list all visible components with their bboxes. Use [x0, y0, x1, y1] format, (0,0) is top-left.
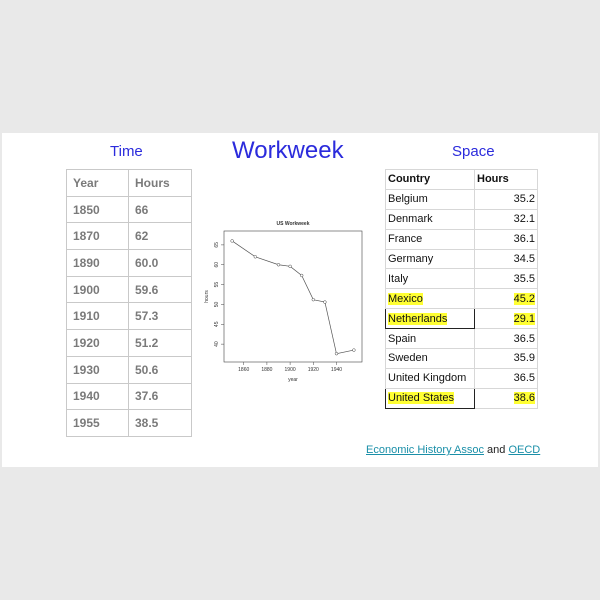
- table-row: [67, 276, 192, 303]
- series-line: [232, 241, 354, 354]
- country-name: United States: [388, 392, 455, 405]
- hours-value: 35.2: [513, 193, 535, 206]
- hours-value: 36.5: [513, 372, 535, 385]
- hours-value: 29.1: [513, 312, 535, 325]
- table-row: [386, 309, 538, 329]
- year-cell: 1850: [67, 196, 129, 223]
- x-tick-label: 1860: [238, 367, 250, 373]
- data-point: [335, 352, 338, 355]
- hours-cell: 66: [129, 196, 192, 223]
- time-table-header: [67, 170, 192, 197]
- y-axis-label: hours: [204, 290, 210, 303]
- hours-header: Hours: [475, 170, 538, 190]
- table-row: [67, 250, 192, 277]
- hours-cell: [475, 309, 538, 329]
- country-cell: [386, 329, 475, 349]
- slide-title: Workweek: [232, 137, 344, 164]
- data-point: [312, 298, 315, 301]
- table-row: [67, 410, 192, 437]
- hours-cell: 62: [129, 223, 192, 250]
- table-row: [386, 349, 538, 369]
- data-point: [254, 255, 257, 258]
- country-name: Mexico: [388, 292, 423, 305]
- table-row: [386, 209, 538, 229]
- data-point: [231, 240, 234, 243]
- table-row: [67, 223, 192, 250]
- country-name: Germany: [388, 253, 434, 265]
- hours-cell: 57.3: [129, 303, 192, 330]
- table-row: [386, 388, 538, 408]
- hours-cell: [475, 329, 538, 349]
- y-tick-label: 50: [214, 301, 220, 308]
- table-row: [386, 189, 538, 209]
- country-header: Country: [386, 170, 475, 190]
- hours-value: 32.1: [513, 213, 535, 226]
- country-name: Spain: [388, 332, 417, 345]
- data-point: [289, 265, 292, 268]
- country-cell: [386, 189, 475, 209]
- country-cell: [386, 229, 475, 249]
- us-workweek-chart: [198, 216, 370, 396]
- hours-value: 45.2: [513, 292, 535, 305]
- x-axis-label: year: [288, 377, 298, 383]
- hours-value: 38.6: [513, 392, 535, 405]
- hours-value: 35.9: [513, 352, 535, 365]
- time-heading: Time: [110, 143, 143, 160]
- year-cell: 1940: [67, 383, 129, 410]
- y-tick-label: 45: [214, 321, 220, 328]
- country-name: Belgium: [388, 193, 428, 206]
- hours-cell: [475, 229, 538, 249]
- hours-cell: [475, 209, 538, 229]
- space-table: [385, 169, 538, 409]
- hours-cell: [475, 289, 538, 309]
- space-table-header: [386, 170, 538, 190]
- y-tick-label: 65: [214, 242, 220, 248]
- table-row: [386, 269, 538, 289]
- country-cell: [386, 388, 475, 408]
- year-header: Year: [67, 170, 129, 197]
- x-tick-label: 1880: [261, 367, 273, 373]
- space-heading: Space: [452, 143, 495, 160]
- country-name: Netherlands: [388, 312, 448, 325]
- year-cell: 1930: [67, 356, 129, 383]
- data-point: [277, 263, 280, 266]
- plot-frame: [224, 231, 362, 362]
- time-table: [66, 169, 192, 437]
- year-cell: 1920: [67, 330, 129, 357]
- hours-header: Hours: [129, 170, 192, 197]
- x-tick-label: 1940: [330, 367, 343, 373]
- source-joiner: and: [483, 444, 509, 456]
- hours-value: 34.5: [513, 253, 535, 265]
- table-row: [386, 249, 538, 269]
- country-name: United Kingdom: [388, 372, 467, 385]
- slide: [2, 133, 598, 467]
- table-row: [67, 383, 192, 410]
- table-row: [386, 289, 538, 309]
- country-cell: [386, 309, 475, 329]
- hours-cell: 37.6: [129, 383, 192, 410]
- country-name: France: [388, 233, 423, 246]
- hours-cell: 50.6: [129, 356, 192, 383]
- country-cell: [386, 349, 475, 369]
- country-name: Denmark: [388, 213, 433, 226]
- year-cell: 1955: [67, 410, 129, 437]
- oecd-link[interactable]: OECD: [508, 444, 541, 456]
- table-row: [67, 330, 192, 357]
- hours-cell: 38.5: [129, 410, 192, 437]
- table-row: [67, 356, 192, 383]
- hours-cell: 60.0: [129, 250, 192, 277]
- country-cell: [386, 269, 475, 289]
- hours-value: 36.1: [513, 233, 535, 246]
- hours-value: 35.5: [513, 272, 535, 285]
- year-cell: 1870: [67, 223, 129, 250]
- hours-cell: 51.2: [129, 330, 192, 357]
- data-point: [352, 349, 355, 352]
- y-tick-label: 40: [214, 341, 220, 347]
- year-cell: 1900: [67, 276, 129, 303]
- country-cell: [386, 289, 475, 309]
- y-tick-label: 55: [214, 281, 220, 288]
- chart-title: US Workweek: [276, 221, 310, 227]
- hours-cell: 59.6: [129, 276, 192, 303]
- hours-cell: [475, 368, 538, 388]
- hours-value: 36.5: [513, 332, 535, 345]
- table-row: [67, 303, 192, 330]
- country-name: Sweden: [388, 352, 428, 365]
- x-tick-label: 1900: [284, 367, 296, 373]
- hours-cell: [475, 269, 538, 289]
- data-point: [323, 301, 326, 304]
- table-row: [386, 329, 538, 349]
- economic-history-link[interactable]: Economic History Assoc: [366, 444, 484, 456]
- table-row: [386, 229, 538, 249]
- hours-cell: [475, 249, 538, 269]
- country-cell: [386, 209, 475, 229]
- table-row: [386, 368, 538, 388]
- year-cell: 1910: [67, 303, 129, 330]
- hours-cell: [475, 388, 538, 408]
- table-row: [67, 196, 192, 223]
- country-cell: [386, 368, 475, 388]
- x-tick-label: 1920: [307, 367, 319, 373]
- y-tick-label: 60: [214, 261, 220, 268]
- hours-cell: [475, 349, 538, 369]
- hours-cell: [475, 189, 538, 209]
- source-credit: [366, 444, 540, 456]
- data-point: [300, 274, 303, 277]
- country-cell: [386, 249, 475, 269]
- year-cell: 1890: [67, 250, 129, 277]
- country-name: Italy: [388, 272, 409, 285]
